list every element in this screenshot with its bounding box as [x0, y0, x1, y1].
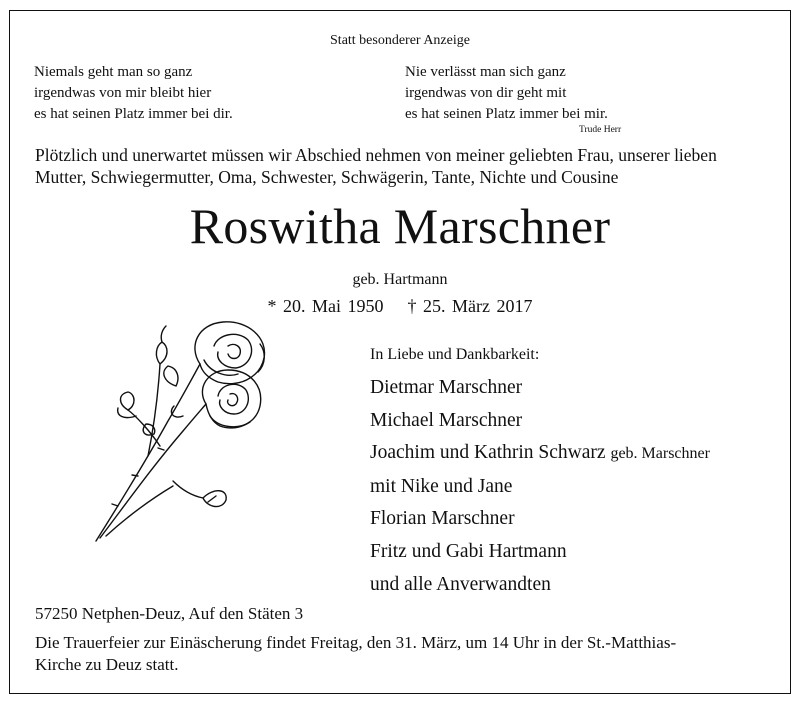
funeral-notice	[35, 632, 676, 676]
intro-line: Plötzlich und unerwartet müssen wir Abschied nehmen von meiner geliebten Frau, unserer lieben	[35, 145, 717, 165]
intro-text	[35, 144, 717, 188]
poem-right	[405, 62, 608, 125]
poem-left-line: es hat seinen Platz immer bei dir.	[34, 106, 233, 122]
survivor-name: Joachim und Kathrin Schwarz	[370, 442, 606, 464]
intro-line: Mutter, Schwiegermutter, Oma, Schwester, Schwägerin, Tante, Nichte und Cousine	[35, 167, 619, 187]
birth-date: * 20. Mai 1950	[267, 296, 384, 316]
life-dates	[0, 296, 800, 317]
survivor-line	[370, 437, 710, 471]
poem-right-line: Nie verlässt man sich ganz	[405, 64, 566, 80]
poem-right-line: irgendwas von dir geht mit	[405, 85, 567, 101]
poem-left-line: irgendwas von mir bleibt hier	[34, 85, 212, 101]
survivor-line: mit Nike und Jane	[370, 475, 513, 497]
poem-right-line: es hat seinen Platz immer bei mir.	[405, 106, 608, 122]
survivor-note: geb. Marschner	[610, 445, 710, 463]
rose-icon	[88, 316, 278, 546]
thanks-line: In Liebe und Dankbarkeit:	[370, 346, 540, 363]
survivor-line: Dietmar Marschner	[370, 377, 523, 398]
survivor-line: Florian Marschner	[370, 508, 515, 530]
survivor-line: und alle Anverwandten	[370, 573, 551, 595]
header-notice: Statt besonderer Anzeige	[330, 33, 470, 48]
survivors-list	[370, 372, 710, 601]
survivor-line: Fritz und Gabi Hartmann	[370, 540, 567, 562]
maiden-name: geb. Hartmann	[352, 271, 448, 288]
poem-left-line: Niemals geht man so ganz	[34, 64, 193, 80]
death-date: † 25. März 2017	[407, 296, 533, 316]
poem-author: Trude Herr	[579, 125, 622, 135]
address: 57250 Netphen-Deuz, Auf den Stäten 3	[35, 604, 304, 623]
survivor-line: Michael Marschner	[370, 409, 523, 431]
deceased-name: Roswitha Marschner	[189, 198, 611, 254]
poem-left	[34, 62, 233, 125]
funeral-line: Die Trauerfeier zur Einäscherung findet Freitag, den 31. März, um 14 Uhr in der St.-Matthias-	[35, 633, 677, 652]
funeral-line: Kirche zu Deuz statt.	[35, 655, 179, 674]
